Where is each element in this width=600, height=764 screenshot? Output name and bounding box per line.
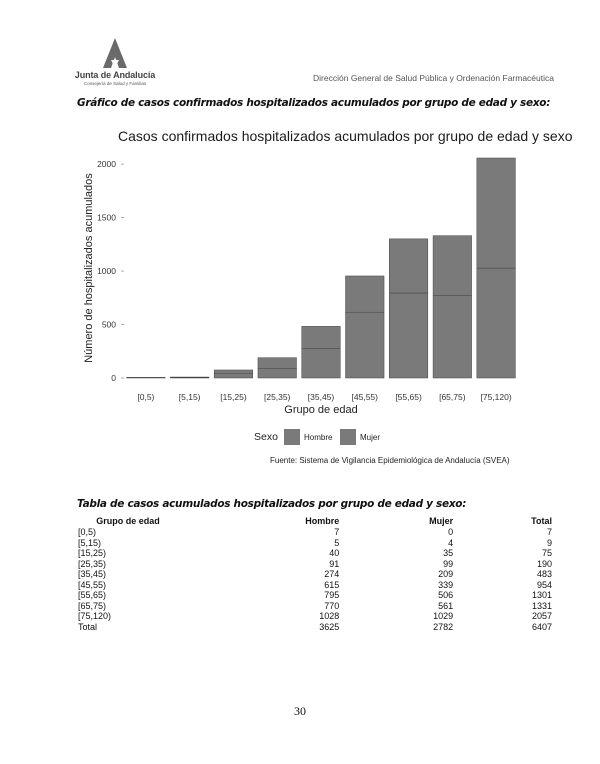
- table-cell: 91: [329, 558, 340, 569]
- table-row: [78, 548, 552, 559]
- table-cell: 2782: [433, 621, 454, 632]
- x-tick-label: [75,120): [480, 392, 512, 402]
- table-cell: 561: [438, 600, 454, 611]
- chart-title: Casos confirmados hospitalizados acumulados por grupo de edad y sexo: [118, 128, 573, 144]
- legend-title: Sexo: [254, 431, 278, 443]
- bar-mujer: [346, 276, 385, 312]
- table-cell: 75: [541, 548, 552, 558]
- table-row: [78, 569, 552, 580]
- bar-hombre: [258, 368, 297, 378]
- table-cell: 5: [334, 537, 340, 548]
- table-cell: [55,65): [78, 590, 107, 600]
- table-cell: 339: [438, 579, 454, 590]
- bar-mujer: [433, 236, 472, 296]
- table-cell: 795: [324, 590, 340, 600]
- legend-item-mujer: [340, 429, 380, 445]
- table-cell: 1029: [433, 611, 454, 621]
- header-mujer: Mujer: [429, 516, 454, 526]
- logo-title: Junta de Andalucía: [74, 70, 156, 80]
- table-cell: [75,120): [78, 611, 112, 621]
- bar-mujer: [258, 358, 297, 369]
- table-cell: 209: [438, 569, 454, 579]
- table-cell: 7: [334, 527, 340, 537]
- x-tick-label: [55,65): [395, 392, 422, 402]
- page-number: 30: [294, 704, 306, 718]
- table-row: [78, 527, 552, 538]
- y-tick-label: 1500: [97, 212, 116, 223]
- table-cell: [5,15): [78, 537, 102, 548]
- legend-label-mujer: Mujer: [360, 432, 381, 442]
- table-cell: Total: [78, 621, 98, 632]
- table-cell: 615: [324, 579, 340, 590]
- legend-item-hombre: [284, 429, 332, 445]
- table-cell: 2057: [531, 611, 552, 621]
- header-direction: Dirección General de Salud Pública y Ordenación Farmacéutica: [313, 73, 554, 83]
- x-axis-label: Grupo de edad: [284, 404, 358, 416]
- y-tick-label: 500: [101, 319, 116, 330]
- table-cell: [25,35): [78, 558, 107, 569]
- table-cell: [15,25): [78, 548, 107, 558]
- table-cell: [65,75): [78, 600, 107, 611]
- x-tick-label: [45,55): [351, 392, 379, 402]
- y-tick-label: 1000: [97, 266, 116, 277]
- table-cell: 190: [536, 558, 552, 569]
- x-tick-label: [35,45): [307, 392, 335, 402]
- table-cell: 483: [536, 569, 552, 579]
- chart-source: Fuente: Sistema de Vigilancia Epidemiológica de Andalucía (SVEA): [270, 456, 510, 465]
- table-cell: 274: [324, 569, 340, 579]
- table-cell: 7: [546, 527, 552, 537]
- x-tick-label: [25,35): [263, 392, 291, 402]
- table-cell: 0: [448, 527, 454, 537]
- bar-hombre: [346, 312, 385, 378]
- table-cell: 35: [443, 548, 454, 558]
- table-header-row: [78, 516, 552, 527]
- bar-hombre: [127, 377, 166, 378]
- table-row: [78, 559, 552, 570]
- cases-table: [78, 516, 552, 632]
- x-tick-label: [5,15): [178, 392, 201, 402]
- table-row: [78, 622, 552, 633]
- chart-plot: [78, 120, 538, 470]
- logo-subtitle: Consejería de Salud y Familias: [83, 81, 147, 86]
- y-tick-label: 0: [111, 373, 116, 383]
- table-row: [78, 538, 552, 549]
- bar-hombre: [302, 349, 341, 378]
- bar-hombre: [214, 374, 253, 378]
- header-age-group: Grupo de edad: [96, 516, 160, 526]
- bar-mujer: [477, 158, 516, 268]
- table-cell: [0,5): [78, 527, 97, 537]
- table-cell: 40: [329, 548, 340, 558]
- header-total: Total: [531, 516, 552, 526]
- table-cell: 506: [438, 590, 454, 600]
- table-cell: 9: [546, 537, 552, 548]
- legend-label-hombre: Hombre: [304, 432, 333, 442]
- table-cell: 770: [324, 600, 340, 611]
- y-axis-label: Número de hospitalizados acumulados: [83, 173, 95, 363]
- x-tick-label: [65,75): [439, 392, 466, 402]
- table-section-title: Tabla de casos acumulados hospitalizados por grupo de edad y sexo:: [77, 498, 467, 510]
- table-row: [78, 611, 552, 622]
- table-cell: [35,45): [78, 569, 107, 579]
- hospitalized-chart: [78, 120, 573, 470]
- bar-hombre: [389, 293, 428, 378]
- legend-swatch-mujer: [340, 429, 356, 445]
- junta-logo-icon: [97, 38, 133, 68]
- table-cell: 4: [448, 537, 454, 548]
- table-cell: 3625: [319, 621, 340, 632]
- y-tick-label: 2000: [97, 159, 116, 170]
- bar-mujer: [214, 370, 253, 374]
- table-row: [78, 580, 552, 591]
- bar-hombre: [477, 268, 516, 378]
- chart-section-title: Gráfico de casos confirmados hospitalizados acumulados por grupo de edad y sexo:: [77, 97, 551, 109]
- table-cell: 1301: [531, 590, 552, 600]
- table-cell: 6407: [531, 621, 552, 632]
- table-cell: 99: [443, 558, 454, 569]
- bar-mujer: [302, 326, 341, 348]
- bar-hombre: [433, 296, 472, 378]
- table-cell: 1028: [319, 611, 340, 621]
- table-row: [78, 601, 552, 612]
- table-row: [78, 590, 552, 601]
- table-cell: 1331: [531, 600, 552, 611]
- header-hombre: Hombre: [305, 516, 340, 526]
- x-tick-label: [0,5): [137, 392, 155, 402]
- table-cell: 954: [536, 579, 552, 590]
- junta-logo: [70, 38, 160, 86]
- table-cell: [45,55): [78, 579, 107, 590]
- x-tick-label: [15,25): [220, 392, 247, 402]
- bar-mujer: [389, 239, 428, 293]
- legend-swatch-hombre: [284, 429, 300, 445]
